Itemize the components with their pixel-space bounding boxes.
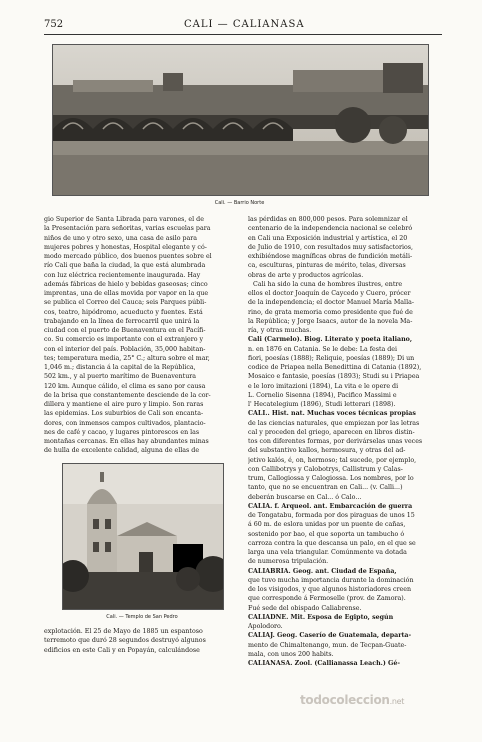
watermark	[300, 693, 470, 707]
entry-heading: CALIADNE. Mit. Esposa de Egipto, según	[248, 613, 394, 621]
text-line: río Cali que baña la ciudad, la que está alumbrada	[44, 262, 206, 270]
text-line: imprentas, una de ellas movida por vapor en la que	[44, 290, 209, 297]
text-line: ca, esculturas, pinturas de mérito, telas, diversas	[248, 262, 406, 270]
text-line: rino, de grata memoria como presidente que fué de	[248, 308, 413, 316]
text-line: deberán buscarse en Cal... ó Calo...	[248, 493, 362, 501]
text-line: además fábricas de hielo y bebidas gaseosas; cinco	[44, 280, 208, 288]
text-line: sostenido por bao, el que soporta un tambucho ó	[248, 530, 405, 538]
text-line: de la independencia; el doctor Manuel María Malla-	[248, 299, 414, 307]
text-line: la República; y Jorge Isaacs, autor de la novela Ma-	[248, 317, 413, 325]
text-line: la Presentación para señoritas, varias escuelas para	[44, 225, 211, 233]
photo-caption: Cali. — Templo de San Pedro	[106, 614, 178, 620]
text-line: co. Su comercio es importante con el extranjero y	[44, 336, 204, 344]
text-line: dillera y mantiene el aire puro y limpio. Son raras	[44, 401, 204, 408]
text-line: se publica el Correo del Cauca; seis Parques públi-	[44, 299, 207, 307]
text-line: mento de Chimaltenango, mun. de Tecpan-Guate-	[248, 641, 407, 649]
left-column-bottom	[44, 627, 239, 655]
text-line: que tuvo mucha importancia durante la dominación	[248, 576, 414, 584]
text-line: dores, con inmensos campos cultivados, plantacio-	[44, 419, 206, 427]
text-line: explotación. El 25 de Mayo de 1885 un espantoso	[44, 628, 203, 635]
entry-heading: CALI.. Hist. nat. Muchas voces técnicas propias	[248, 410, 416, 418]
text-line: obras de arte y productos agrícolas.	[248, 271, 364, 279]
text-line: L. Cornelio Sisenna (1894), Pacifico Massimi e	[248, 391, 397, 399]
text-line: tos con diferentes formas, por derivárselas unas veces	[248, 438, 423, 445]
text-line: edificios en este Cali y en Popayán, calculándose	[44, 646, 200, 654]
text-line: larga una vela triangular. Comúnmente va dotada	[248, 549, 407, 556]
text-line: codice de Priapea nella Benedittina di Catania (1892),	[248, 364, 422, 371]
text-line: de Julio de 1910, con resultados muy satisfactorios,	[248, 243, 414, 251]
text-line: de numerosa tripulación.	[248, 558, 329, 566]
text-line: á 60 m. de eslora unidas por un puente de cañas,	[248, 521, 406, 529]
text-line: las pérdidas en 800,000 pesos. Para solemnizar el	[248, 216, 408, 223]
text-line: que corresponde á Fermoselle (prov. de Zamora).	[248, 595, 406, 603]
text-line: 1,046 m.; distancia á la capital de la República,	[44, 364, 196, 371]
page-number: 752	[44, 19, 64, 30]
text-line: tes; temperatura media, 25° C.; altura sobre el mar,	[44, 354, 210, 362]
entry-heading: CALIABRIA. Geog. ant. Ciudad de España,	[248, 567, 397, 575]
text-line: niños de uno y otro sexo, una casa de asilo para	[44, 234, 198, 242]
entry-heading: CALIANASA. Zool. (Callianassa Leach.) Gé-	[248, 660, 401, 667]
text-line: 120 km. Aunque cálido, el clima es sano por causa	[44, 382, 206, 390]
text-line: de las ciencias naturales, que empiezan por las letras	[248, 419, 420, 427]
text-line: cos, teatro, hipódromo, acueducto y fuentes. Está	[44, 308, 203, 316]
text-line: terremoto que duró 28 segundos destruyó algunos	[44, 637, 206, 645]
text-line: e le loro imitazioni (1894), La vita e le opere di	[248, 382, 399, 390]
photo-templo-san-pedro	[62, 463, 224, 610]
text-line: ciudad con el puerto de Buenaventura en el Pacífi-	[44, 327, 206, 334]
text-line: ellos el doctor Joaquín de Caycedo y Cuero, prócer	[248, 290, 411, 297]
right-column	[248, 215, 443, 668]
text-line: trabajando en la línea de ferrocarril que unirá la	[44, 317, 200, 325]
header-rule	[44, 34, 442, 35]
text-line: tanto, que no se encuentran en Cali... (v. Calli...)	[248, 484, 403, 492]
photo-barrio-norte	[52, 44, 429, 196]
watermark-domain: .net	[389, 697, 405, 706]
text-line: en Cali una Exposición industrial y artística, el 20	[248, 234, 408, 242]
text-line: de Tongatabu, formada por dos piraguas de unos 15	[248, 512, 415, 519]
text-line: con Callibotrys y Calobotrys, Callistrum y Calas-	[248, 465, 403, 473]
entry-heading: CALIA. f. Arqueol. ant. Embarcación de guerra	[248, 502, 413, 510]
text-line: cal y proceden del griego, aparecen en libros distin-	[248, 428, 415, 436]
entry-heading: CALIAJ. Geog. Caserío de Guatemala, departa-	[248, 632, 412, 640]
text-line: de los visigodos, y que algunos historiadores creen	[248, 586, 412, 593]
text-line: fiori, poesías (1888); Reliquie, poesías (1889); Di un	[248, 354, 415, 362]
text-line: las epidemias. Los suburbios de Cali son encanta-	[44, 410, 204, 418]
text-line: modo mercado público, dos buenos puentes sobre el	[44, 253, 212, 260]
text-line: carroza contra la que descansa un palo, en el que se	[248, 539, 416, 547]
text-line: n. en 1876 en Catania. Se le debe: La festa dei	[248, 345, 398, 353]
text-line: Fué sede del obispado Caliabrense.	[248, 604, 362, 612]
text-line: exhibiéndose magníficas obras de fundición metáli-	[248, 253, 413, 260]
running-title: CALI — CALIANASA	[184, 19, 305, 30]
text-line: del substantivo kallos, hermosura, y otras del ad-	[248, 447, 406, 455]
watermark-brand: todocoleccion	[300, 693, 390, 707]
text-line: de la brisa que constantemente desciende de la cor-	[44, 391, 211, 399]
text-line: trum, Callogiossa y Calogiossa. Los nombres, por lo	[248, 475, 414, 482]
photo-caption: Cali. — Barrio Norte	[214, 200, 265, 206]
page-header	[44, 19, 442, 33]
left-column-top	[44, 215, 239, 456]
text-line: Cali ha sido la cuna de hombres ilustres, entre	[253, 280, 403, 288]
text-line: con luz eléctrica recientemente inaugurada. Hay	[44, 271, 201, 279]
entry-heading: Cali (Carmelo). Biog. Literato y poeta italiano,	[248, 336, 413, 344]
text-line: mala, con unos 200 habits.	[248, 650, 334, 658]
text-line: l' Hecatelegium (1896), Studi letterari (1898).	[248, 401, 396, 408]
text-line: Mosaico e fantasie, poesías (1893); Studi su i Priapea	[248, 373, 420, 381]
text-line: mujeres pobres y honestas, Hospital elegante y có-	[44, 243, 207, 251]
text-line: Apolodoro.	[248, 623, 283, 630]
text-line: jetivo kalós, é, on, hermoso; tal sucede, por ejemplo,	[248, 456, 417, 464]
text-line: montañas cercanas. En ellas hay abundantes minas	[44, 438, 209, 445]
text-line: de hulla de excelente calidad, alguna de ellas de	[44, 447, 200, 455]
text-line: gio Superior de Santa Librada para varones, el de	[44, 216, 204, 223]
text-line: con el interior del país. Población, 35,000 habitan-	[44, 345, 206, 353]
text-line: 502 km., y al puerto marítimo de Buenaventura	[44, 373, 197, 381]
text-line: nes de café y cacao, y lugares pintorescos en las	[44, 428, 200, 436]
text-line: ría, y otras muchas.	[248, 327, 312, 334]
text-line: centenario de la independencia nacional se celebró	[248, 225, 413, 233]
